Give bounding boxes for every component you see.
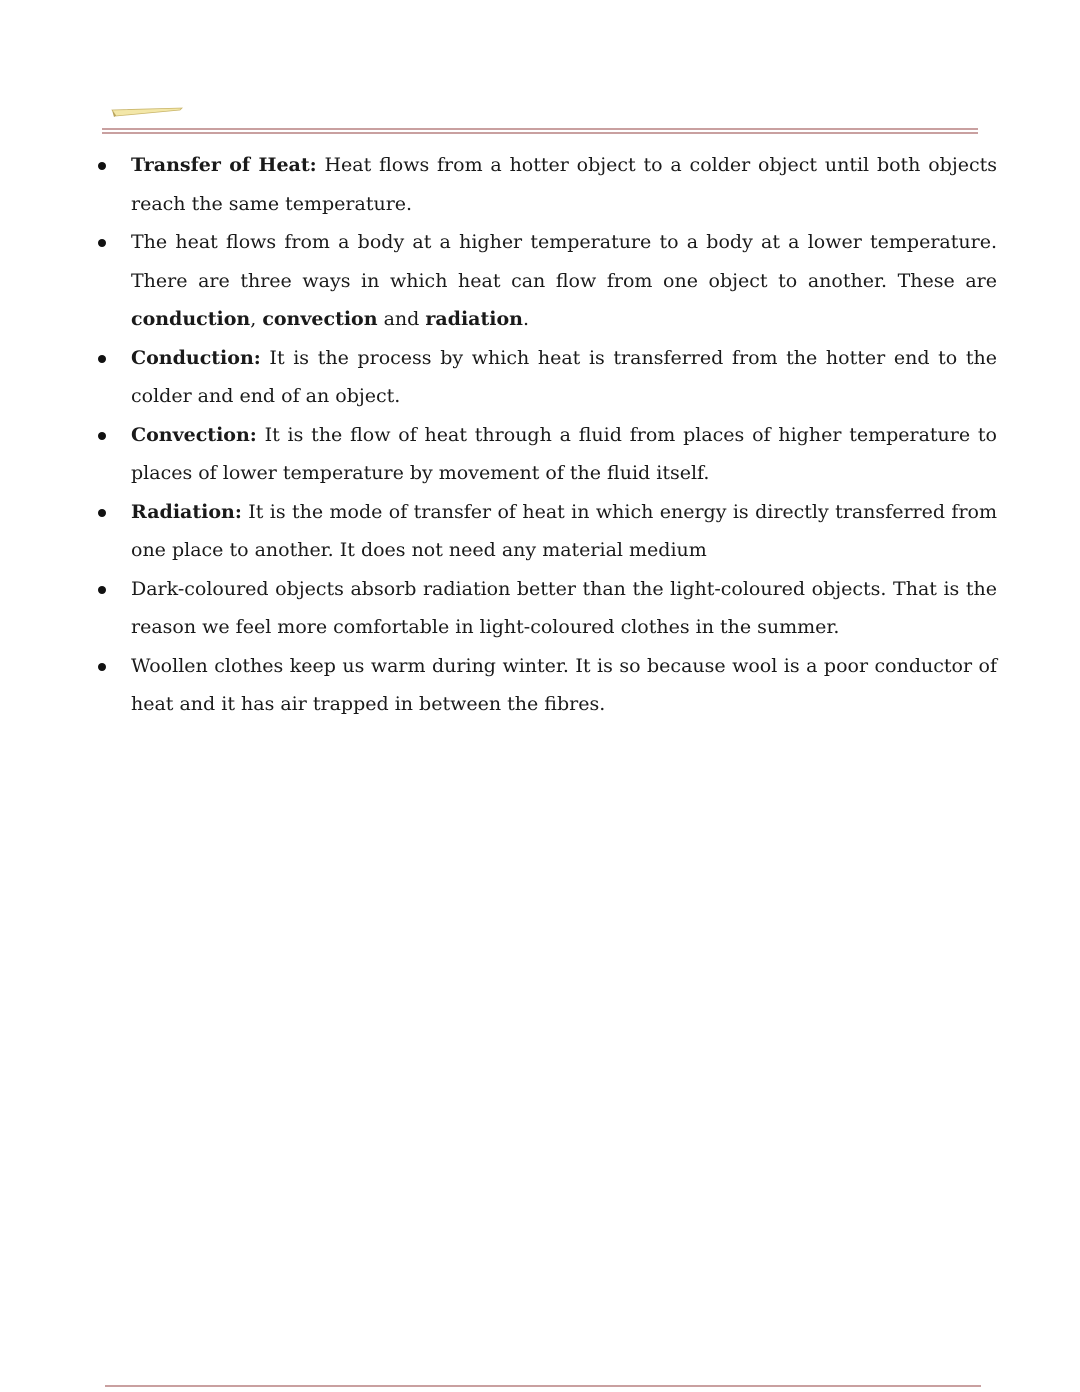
list-item-term-convection: convection (262, 308, 378, 330)
list-item-term-conduction: conduction (131, 308, 251, 330)
bullet-icon (98, 162, 106, 170)
bullet-icon (98, 432, 106, 440)
list-item-term: Radiation: (131, 500, 242, 523)
list-item (96, 493, 997, 570)
list-item (96, 339, 997, 416)
list-item-text: It is the mode of transfer of heat in which energy is directly transferred from one place to another. It does not need any material medium (131, 500, 997, 561)
bullet-icon (98, 663, 106, 671)
list-item (96, 647, 997, 724)
list-item-text: Dark-coloured objects absorb radiation better than the light-coloured objects. That is the reason we feel more comfortable in light-coloured clothes in the summer. (131, 577, 997, 638)
bullet-list (96, 146, 997, 724)
list-item (96, 223, 997, 339)
list-item-text: Heat flows from a hotter object to a colder object until both objects reach the same temperature. (131, 154, 998, 215)
list-item-term: Transfer of Heat: (131, 154, 317, 176)
header-rule (102, 128, 978, 134)
list-item (96, 570, 997, 647)
list-item-text: It is the process by which heat is transferred from the hotter end to the colder and end of an object. (131, 346, 997, 407)
list-item-end: . (522, 308, 530, 330)
list-item (96, 416, 997, 493)
bullet-icon (98, 509, 106, 517)
list-item-term: Conduction: (131, 346, 261, 369)
header-rule-line-bottom (102, 132, 978, 134)
footer-rule (105, 1385, 981, 1387)
document-content (96, 146, 997, 724)
list-item-term-radiation: radiation (425, 308, 523, 330)
list-item-separator: , (250, 308, 263, 330)
list-item-term: Convection: (131, 423, 257, 446)
bullet-icon (98, 586, 106, 594)
list-item-text: It is the flow of heat through a fluid from places of higher temperature to places of lower temperature by movement of the fluid itself. (131, 423, 997, 484)
bullet-icon (98, 239, 106, 247)
header-rule-line-top (102, 128, 978, 130)
list-item-separator: and (377, 308, 426, 330)
bullet-icon (98, 355, 106, 363)
list-item (96, 146, 997, 223)
list-item-text: Woollen clothes keep us warm during winter. It is so because wool is a poor conductor of heat and it has air trapped in between the fibres. (131, 654, 997, 715)
header-decoration-icon (108, 104, 188, 120)
list-item-text: The heat flows from a body at a higher temperature to a body at a lower temperature. There are three ways in which heat can flow from one object to another. These are (131, 231, 997, 292)
